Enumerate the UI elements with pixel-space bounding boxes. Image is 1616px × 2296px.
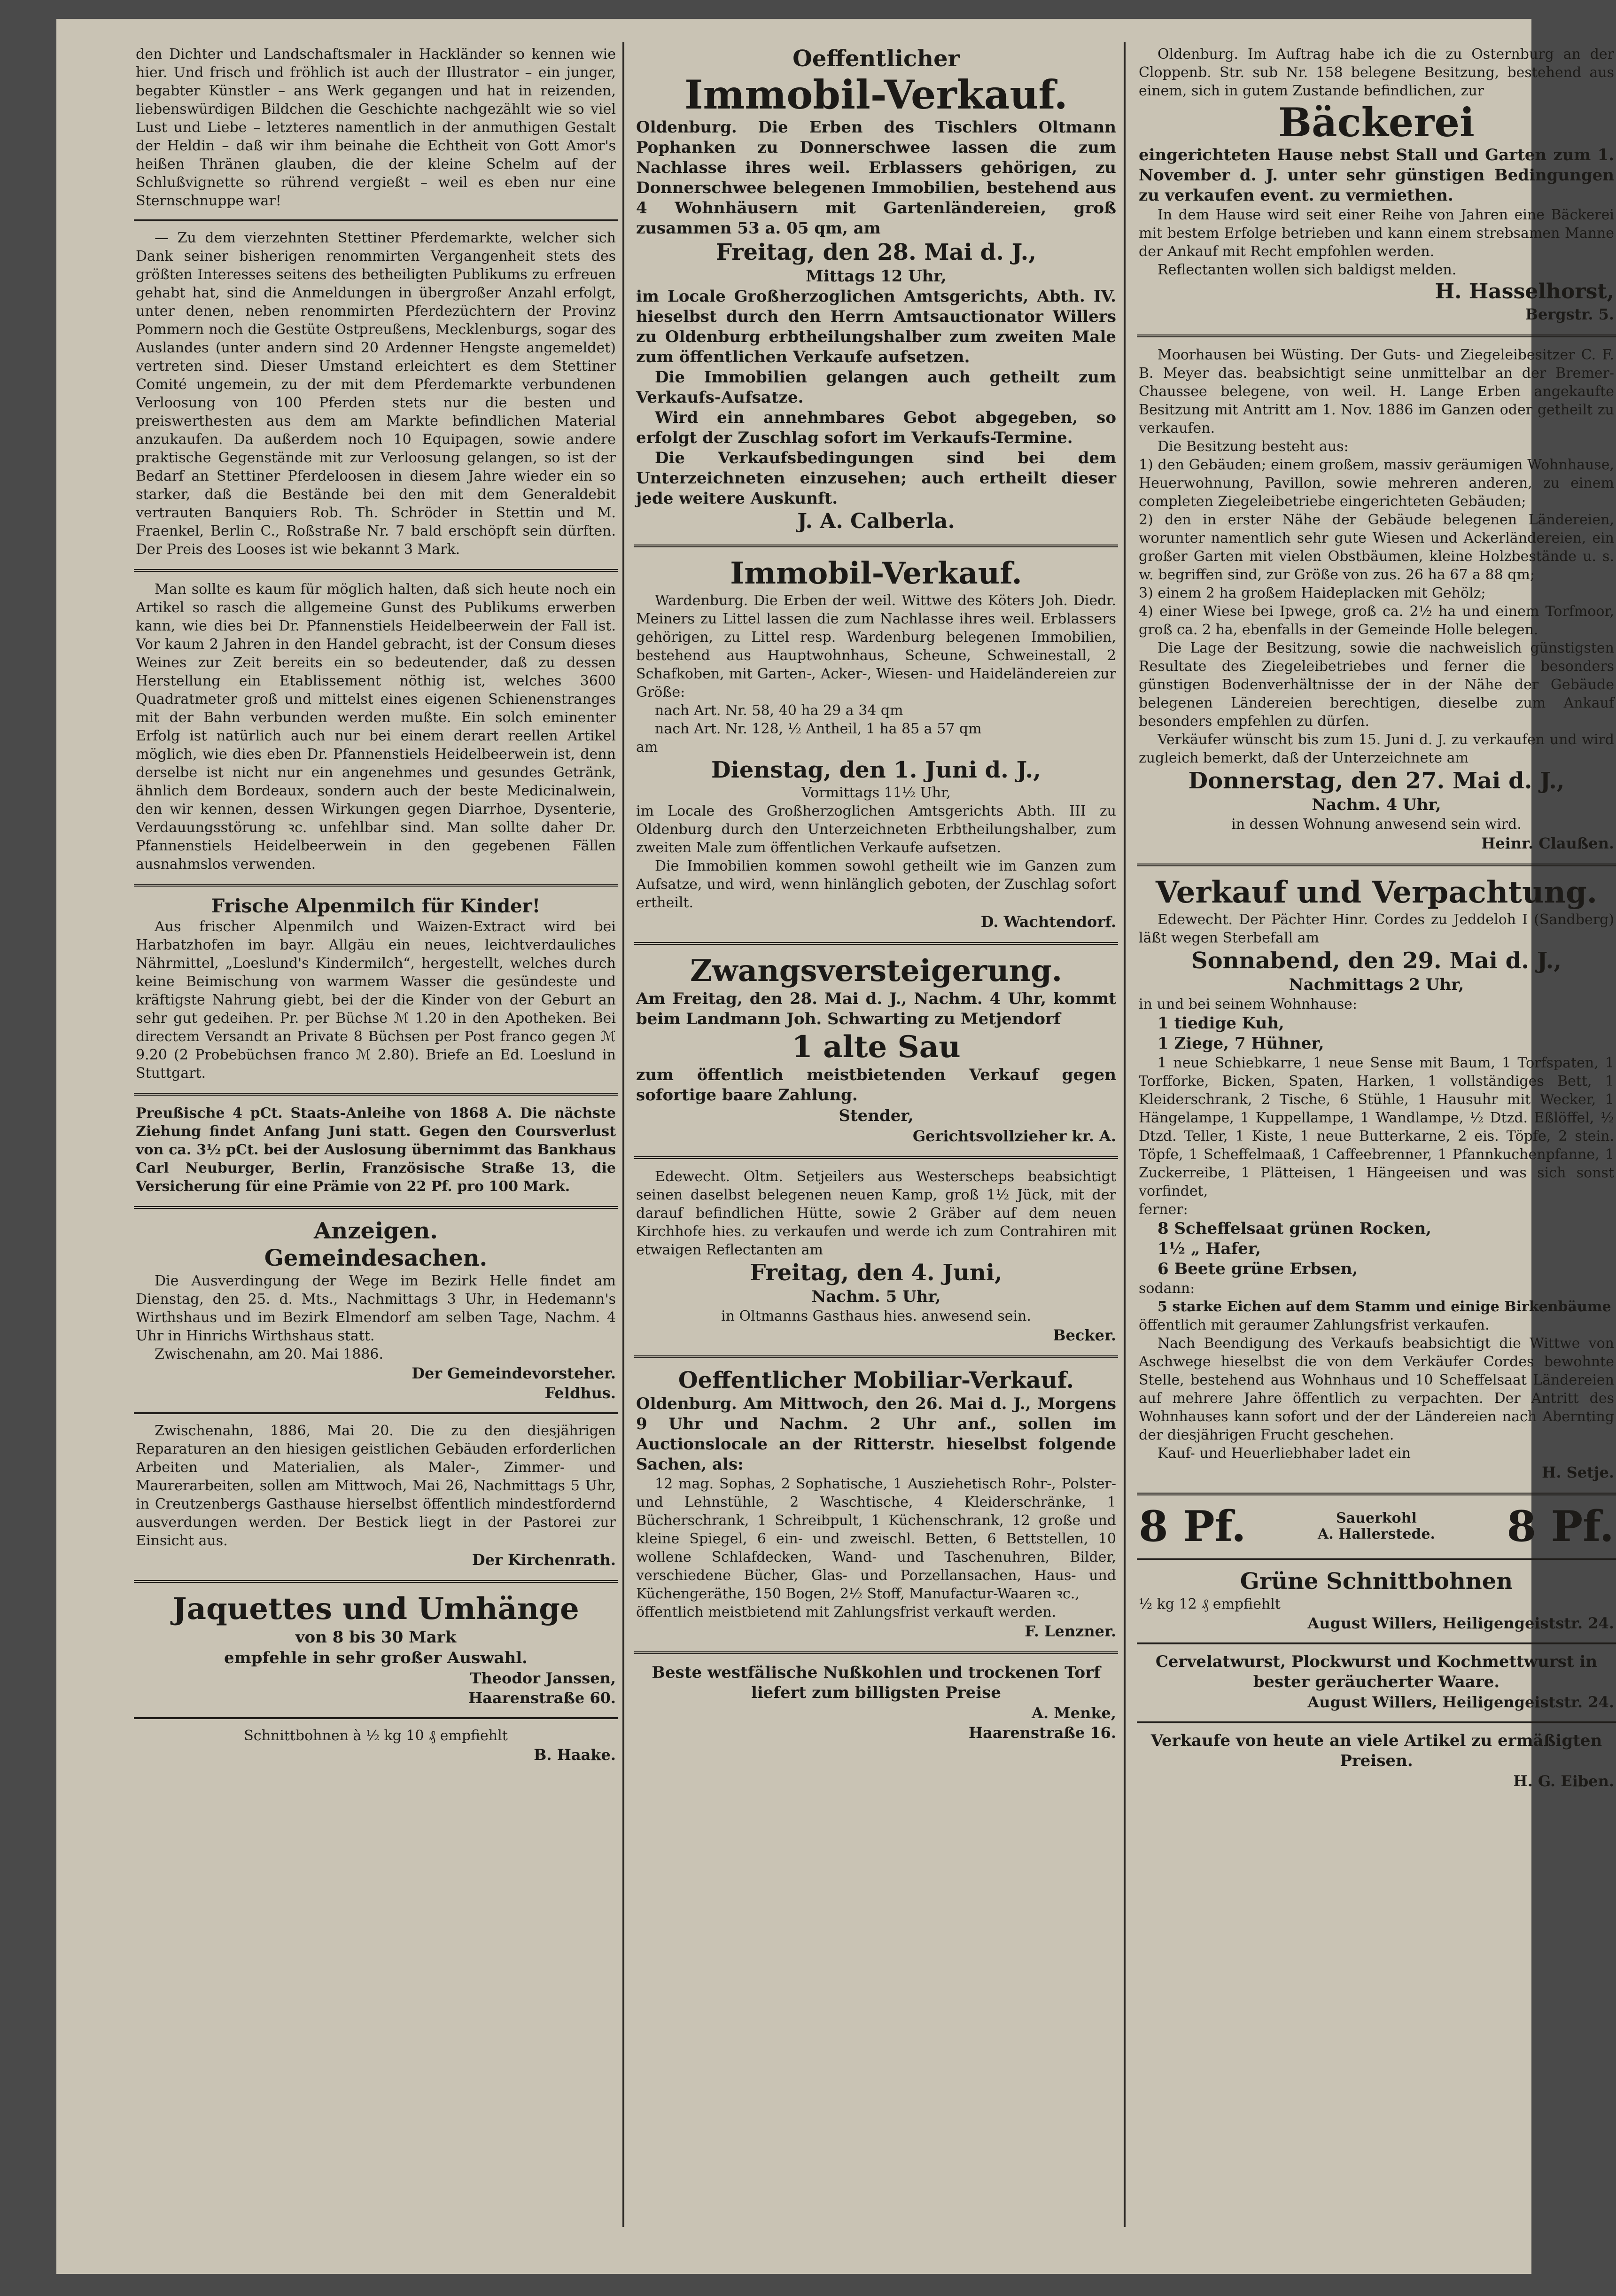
ad-text: Oldenburg. Am Mittwoch, den 26. Mai d. J., Morgens 9 Uhr und Nachm. 2 Uhr anf., sollen im Auctionslocale an der Ritterstr. hieselbst folgende Sachen, als: xyxy=(636,1394,1116,1474)
ad-text: Wardenburg. Die Erben der weil. Wittwe des Köters Joh. Diedr. Meiners zu Littel lassen die zum Nachlasse ihres weil. Erblassers gehörigen, zu Littel resp. Wardenburg belegenen Immobilien, bestehend aus Hauptwohnhaus, Scheune, Schweinestall, 2 Schafkoben, mit Garten-, Acker-, Wiesen- und Haideländereien zur Größe: xyxy=(636,592,1116,700)
column-middle xyxy=(634,42,1118,1747)
ad-edewecht-kamp xyxy=(634,1165,1118,1350)
article-horse-market xyxy=(134,226,618,563)
ad-signature: D. Wachtendorf. xyxy=(980,913,1116,931)
ad-alpine-milk xyxy=(134,892,618,1087)
ad-line: von 8 bis 30 Mark xyxy=(295,1628,457,1647)
ad-sausages xyxy=(1137,1649,1616,1717)
list-item: 8 Scheffelsaat grünen Rocken, xyxy=(1158,1219,1431,1238)
ad-date: Donnerstag, den 27. Mai d. J., xyxy=(1188,768,1565,794)
column-divider xyxy=(1124,42,1126,2227)
ad-text: In dem Hause wird seit einer Reihe von Jahren eine Bäckerei mit bestem Erfolge betrieben und kann einem strebsamen Manne der Ankauf mit Recht empfohlen werden. xyxy=(1139,207,1614,260)
ad-bakery xyxy=(1137,42,1616,329)
ad-title: Verkauf und Verpachtung. xyxy=(1155,875,1598,910)
ad-text: ½ kg 12 ₰ empfiehlt xyxy=(1139,1596,1281,1612)
ad-title: Zwangsversteigerung. xyxy=(690,953,1063,988)
divider xyxy=(634,1156,1118,1159)
ad-sale-and-lease xyxy=(1137,872,1616,1487)
ad-title: Frische Alpenmilch für Kinder! xyxy=(211,895,541,917)
column-divider xyxy=(622,42,624,2227)
divider xyxy=(634,1355,1118,1358)
ad-text: Die Besitzung besteht aus: xyxy=(1158,438,1349,455)
article-text: den Dichter und Landschaftsmaler in Hackländer so kennen wie hier. Und frisch und fröhlich ist auch der Illustrator – ein junger, begabter Künstler – ans Werk gegangen und hat in reizenden, liebenswürdigen Bildchen die Geschichte nachgezählt wie so viel Lust und Liebe – letzteres namentlich in der anmuthigen Gestalt der Heldin – daß wir ihm beinahe die Echtheit von Gott Amor's heißen Thränen glauben, die der kleine Schelm auf der Schlußvignette so rührend vergießt – weil es eben nur eine Sternschnuppe war! xyxy=(136,46,616,209)
divider xyxy=(1137,1558,1616,1560)
ad-signature: B. Haake. xyxy=(534,1746,616,1764)
notice-place: Zwischenahn, am 20. Mai 1886. xyxy=(155,1346,384,1362)
ad-text: Am Freitag, den 28. Mai d. J., Nachm. 4 Uhr, kommt beim Landmann Joh. Schwarting zu Metjendorf xyxy=(636,989,1116,1028)
ad-text: Verkaufe von heute an viele Artikel zu ermäßigten Preisen. xyxy=(1150,1731,1602,1770)
divider xyxy=(134,884,618,887)
ad-text: Preußische 4 pCt. Staats-Anleihe von 1868 A. Die nächste Ziehung findet Anfang Juni statt. Gegen den Coursverlust von ca. 3½ pCt. bei der Auslosung übernimmt das Bankhaus Carl Neuburger, Berlin, Französische Straße 13, die Versicherung für eine Prämie von 22 Pf. pro 100 Mark. xyxy=(136,1105,616,1195)
ad-signature: August Willers, Heiligengeiststr. 24. xyxy=(1307,1614,1614,1632)
ad-line: ferner: xyxy=(1139,1201,1188,1218)
ad-line: sodann: xyxy=(1139,1280,1195,1297)
ad-real-estate-sale-2 xyxy=(634,553,1118,936)
divider xyxy=(634,545,1118,547)
ad-signature: A. Menke, xyxy=(1032,1704,1116,1722)
vendor-name: A. Hallerstede. xyxy=(1318,1526,1435,1542)
ad-signature: Theodor Janssen, xyxy=(470,1669,616,1687)
ad-brickworks-estate xyxy=(1137,343,1616,858)
column-left xyxy=(134,42,618,1769)
list-item: 2) den in erster Nähe der Gebäude belegenen Ländereien, worunter namentlich sehr gute Wiesen und Ackerländereien, ein großer Garten mit vielen Obstbäumen, kleine Holzbestände u. s. w. begriffen sind, zur Größe von zus. 26 ha 67 a 88 qm; xyxy=(1139,512,1614,583)
list-item: 1) den Gebäuden; einem großem, massiv geräumigen Wohnhause, Heuerwohnung, Pavillon, sowie mehreren anderen, zu einem completen Ziegeleibetriebe eingerichteten Gebäuden; xyxy=(1139,457,1614,510)
ad-time: Mittags 12 Uhr, xyxy=(806,267,947,286)
newspaper-page xyxy=(56,19,1614,2274)
divider xyxy=(1137,1721,1616,1723)
product-name: Sauerkohl xyxy=(1336,1510,1417,1526)
divider xyxy=(1137,1493,1616,1495)
ad-signature: H. G. Eiben. xyxy=(1513,1772,1614,1790)
ad-text: Die Lage der Besitzung, sowie die nachweislich günstigsten Resultate des Ziegeleibetriebes und ferner die besonders günstigen Bodenverhältnisse der in der Nähe der Gebäude belegenen Ländereien berechtigen, dieselbe zum Ankauf besonders empfehlen zu dürfen. xyxy=(1139,640,1614,730)
ad-signature: J. A. Calberla. xyxy=(797,509,955,533)
ad-text: Nach Beendigung des Verkaufs beabsichtigt die Wittwe von Aschwege hieselbst die von dem Verkäufer Cordes bewohnte Stelle, bestehend aus Wohnhaus und 10 Scheffelsaat Ländereien auf mehrere Jahre öffentlich zu verpachten. Der Antritt des Wohnhauses kann sofort und der der Ländereien nach Abernting der diesjährigen Frucht geschehen. xyxy=(1139,1335,1614,1443)
ad-text: öffentlich meistbietend mit Zahlungsfrist verkauft werden. xyxy=(636,1604,1057,1620)
ad-middle xyxy=(1318,1510,1435,1542)
section-notices xyxy=(134,1214,618,1408)
price-tag: 8 Pf. xyxy=(1507,1502,1614,1551)
article-text: Man sollte es kaum für möglich halten, daß sich heute noch ein Artikel so rasch die allgemeine Gunst des Publikums erwerben kann, wie dies bei Dr. Pfannenstiels Heidelbeerwein der Fall ist. Vor kaum 2 Jahren in den Handel gebracht, ist der Consum dieses Weines zur Zeit bereits ein so bedeutender, daß zu dessen Herstellung ein Etablissement nöthig ist, welches 3600 Quadratmeter groß und mittelst eines eigenen Schienenstranges mit der Bahn verbunden werden mußte. Ein solch eminenter Erfolg ist natürlich auch nur bei einem derart reellen Artikel möglich, wie dies eben Dr. Pfannenstiels Heidelbeerwein ist, denn derselbe ist nicht nur ein angenehmes und gesundes Getränk, ähnlich dem Bordeaux, sondern auch der beste Medicinalwein, den wir kennen, dessen Wirkungen gegen Diarrhoe, Dysenterie, Verdauungsstörung ꝛc. unfehlbar sind. Man sollte daher Dr. Pfannenstiels Heidelbeerwein in den gegebenen Fällen ausnahmslos verwenden. xyxy=(136,581,616,872)
section-title: Anzeigen. xyxy=(314,1218,438,1244)
notice-signature-name: Feldhus. xyxy=(544,1384,616,1402)
ad-coal-peat xyxy=(634,1660,1118,1747)
divider xyxy=(134,219,618,221)
ad-furniture-sale xyxy=(634,1364,1118,1646)
ad-highlight: 1 alte Sau xyxy=(792,1029,961,1065)
divider xyxy=(134,1093,618,1096)
article-text: — Zu dem vierzehnten Stettiner Pferdemarkte, welcher sich Dank seiner bisherigen renommirten Vergangenheit stets des größten Interesses seitens des betheiligten Publikums zu erfreuen gehabt hat, sind die Anmeldungen in übergroßer Anzahl erfolgt, unter denen, neben renommirten Pferdezüchtern der Provinz Pommern noch die Gestüte Ostpreußens, Mecklenburgs, sogar des Auslandes (unter andern sind 20 Ardenner Hengste angemeldet) vertreten sind. Dieser Umstand erleichtert es dem Stettiner Comité ungemein, zu der mit dem Pferdemarkte verbundenen Verloosung von 100 Pferden stets nur die besten und preiswerthesten aus dem am Markte befindlichen Material anzukaufen. Da außerdem noch 10 Equipagen, sowie andere praktische Gegenstände mit zur Verloosung gelangen, so ist der Bedarf an Stettiner Pferdeloosen in diesem Jahre wieder ein so starker, daß die Bestände bei den mit dem Generaldebit vertrauten Banquiers Rob. Th. Schröder in Stettin und M. Fraenkel, Berlin C., Roßstraße Nr. 7 bald erschöpft sein dürften. Der Preis des Looses ist wie bekannt 3 Mark. xyxy=(136,230,616,558)
ad-text: Edewecht. Oltm. Setjeilers aus Westerscheps beabsichtigt seinen daselbst belegenen neuen Kamp, groß 1½ Jück, mit der darauf befindlichen Hütte, sowie 2 Gräber auf dem neuen Kirchhofe hies. zu verkaufen und werde ich zum Contrahiren mit etwaigen Reflectanten am xyxy=(636,1168,1116,1258)
divider xyxy=(1137,864,1616,866)
ad-signature: F. Lenzner. xyxy=(1025,1622,1116,1640)
ad-jackets xyxy=(134,1588,618,1712)
ad-signature: Stender, xyxy=(839,1106,914,1125)
ad-text: Oldenburg. Im Auftrag habe ich die zu Osternburg an der Cloppenb. Str. sub Nr. 158 belegene Besitzung, bestehend aus einem, sich in gutem Zustande befindlichen, zur xyxy=(1139,46,1614,99)
ad-line: nach Art. Nr. 58, 40 ha 29 a 34 qm xyxy=(655,702,903,719)
divider xyxy=(1137,1642,1616,1644)
ad-signature: Becker. xyxy=(1053,1326,1116,1344)
ad-time: Nachm. 5 Uhr, xyxy=(811,1287,941,1306)
ad-address: Haarenstraße 16. xyxy=(968,1724,1116,1742)
ad-text: 1 neue Schiebkarre, 1 neue Sense mit Baum, 1 Torfspaten, 1 Torfforke, Bicken, Spaten, Harken, 1 vollständiges Bett, 1 Kleiderschrank, 2 Tische, 6 Stühle, 1 Hausuhr mit Wecker, 1 Hängelampe, 1 Kuppellampe, 1 Wandlampe, ½ Dtzd. Eßlöffel, ½ Dtzd. Teller, 1 Kiste, 1 neue Butterkarne, 2 eis. Töpfe, 2 stein. Töpfe, 1 Scheffelmaaß, 1 Caffeebrenner, 1 Pfannkuchenpfanne, 1 Zuckerreibe, 1 Plätteisen, 1 Hängeeisen und was sich sonst vorfindet, xyxy=(1139,1055,1614,1199)
list-item: 4) einer Wiese bei Ipwege, groß ca. 2½ ha und einem Torfmoor, groß ca. 2 ha, ebenfalls in der Gemeinde Holle belegen. xyxy=(1139,603,1614,638)
notice-signature: Der Kirchenrath. xyxy=(472,1551,616,1569)
ad-line: empfehle in sehr großer Auswahl. xyxy=(224,1649,528,1667)
price-tag: 8 Pf. xyxy=(1139,1502,1246,1551)
list-item: 6 Beete grüne Erbsen, xyxy=(1158,1260,1358,1278)
divider xyxy=(134,1412,618,1414)
ad-text: Oldenburg. Die Erben des Tischlers Oltmann Pophanken zu Donnerschwee lassen die zum Nachlasse ihres weil. Erblassers gehörigen, zu Donnerschwee belegenen Immobilien, bestehend aus 4 Wohnhäusern mit Gartenländereien, groß zusammen 53 a. 05 qm, am xyxy=(636,118,1116,238)
list-item: 3) einem 2 ha großem Haideplacken mit Gehölz; xyxy=(1139,585,1486,601)
divider xyxy=(634,942,1118,945)
notice-church-repairs xyxy=(134,1419,618,1574)
ad-text: Cervelatwurst, Plockwurst und Kochmettwurst in bester geräucherter Waare. xyxy=(1155,1652,1598,1691)
ad-time: Vormittags 11½ Uhr, xyxy=(801,785,951,801)
estate-list xyxy=(1139,456,1614,639)
ad-text: öffentlich mit geraumer Zahlungsfrist verkaufen. xyxy=(1139,1317,1490,1333)
section-subtitle: Gemeindesachen. xyxy=(264,1245,488,1271)
ad-green-beans xyxy=(1137,1565,1616,1638)
ad-text: Moorhausen bei Wüsting. Der Guts- und Ziegeleibesitzer C. F. B. Meyer das. beabsichtigt seine unmittelbar an der Bremer-Chaussee belegene, von weil. H. Lange Erben angekaufte Besitzung mit Antritt am 1. Nov. 1886 im Ganzen oder getheilt zu verkaufen. xyxy=(1139,347,1614,436)
ad-signature-title: Gerichtsvollzieher kr. A. xyxy=(912,1127,1116,1145)
list-item: 1½ „ Hafer, xyxy=(1158,1239,1261,1258)
ad-sauerkraut-price xyxy=(1137,1501,1616,1554)
ad-text: Die Verkaufsbedingungen sind bei dem Unterzeichneten einzusehen; auch ertheilt dieser jede weitere Auskunft. xyxy=(636,449,1116,508)
ad-text: im Locale Großherzoglichen Amtsgerichts, Abth. IV. hieselbst durch den Herrn Amtsauctionator Willers zu Oldenburg erbtheilungshalber zum zweiten Male zum öffentlichen Verkaufe aufsetzen. xyxy=(636,287,1116,366)
column-right xyxy=(1137,42,1616,1796)
list-item: 1 Ziege, 7 Hühner, xyxy=(1158,1034,1324,1053)
ad-signature: H. Hasselhorst, xyxy=(1435,280,1614,304)
ad-text: in dessen Wohnung anwesend sein wird. xyxy=(1231,816,1522,833)
notice-text: Die Ausverdingung der Wege im Bezirk Helle findet am Dienstag, den 25. d. Mts., Nachmittags 3 Uhr, in Hedemann's Wirthshaus und im Bezirk Elmendorf am selben Tage, Nachm. 4 Uhr in Hinrichs Wirthshaus statt. xyxy=(136,1273,616,1344)
ad-title: Jaquettes und Umhänge xyxy=(172,1591,579,1627)
ad-text: Die Immobilien gelangen auch getheilt zum Verkaufs-Aufsatze. xyxy=(636,368,1116,407)
divider xyxy=(134,1717,618,1719)
divider xyxy=(134,1580,618,1583)
ad-beans-haake xyxy=(134,1724,618,1769)
ad-text: Beste westfälische Nußkohlen und trockenen Torf liefert zum billigsten Preise xyxy=(652,1663,1101,1702)
notice-signature: Der Gemeindevorsteher. xyxy=(412,1364,616,1382)
divider xyxy=(134,569,618,572)
divider xyxy=(1137,335,1616,337)
ad-time: Nachmittags 2 Uhr, xyxy=(1289,975,1464,994)
ad-state-loan xyxy=(134,1101,618,1200)
ad-signature: Heinr. Claußen. xyxy=(1481,834,1614,852)
ad-signature: H. Setje. xyxy=(1542,1463,1614,1481)
article-blueberry-wine xyxy=(134,577,618,878)
ad-text: Edewecht. Der Pächter Hinr. Cordes zu Jeddeloh I (Sandberg) läßt wegen Sterbefall am xyxy=(1139,911,1614,946)
ad-text: Aus frischer Alpenmilch und Waizen-Extract wird bei Harbatzhofen im bayr. Allgäu ein neues, leichtverdauliches Nährmittel, „Loeslund's Kindermilch“, hergestellt, welches durch keine Beimischung von warmem Wasser die gesündeste und kräftigste Nahrung giebt, bei der die Kinder von der Geburt an sehr gut gedeihen. Pr. per Büchse ℳ 1.20 in den Apotheken. Bei directem Versandt an Private 8 Büchsen per Post franco gegen ℳ 9.20 (2 Probebüchsen franco ℳ 2.80). Briefe an Ed. Loeslund in Stuttgart. xyxy=(136,918,616,1082)
notice-text: Zwischenahn, 1886, Mai 20. Die zu den diesjährigen Reparaturen an den hiesigen geistlichen Gebäuden erforderlichen Arbeiten und Materialien, als Maler-, Zimmer- und Maurerarbeiten, sollen am Mittwoch, Mai 26, Nachmittags 5 Uhr, in Creutzenbergs Gasthause hierselbst öffentlich mindestfordernd ausverdungen werden. Der Bestick liegt in der Pastorei zur Einsicht aus. xyxy=(136,1423,616,1549)
ad-title: Bäckerei xyxy=(1278,99,1475,146)
ad-date: Freitag, den 4. Juni, xyxy=(750,1260,1002,1286)
list-item: 5 starke Eichen auf dem Stamm und einige Birkenbäume xyxy=(1158,1299,1611,1315)
list-item: 1 tiedige Kuh, xyxy=(1158,1014,1284,1033)
ad-title: Immobil-Verkauf. xyxy=(684,71,1068,118)
ad-text: Verkäufer wünscht bis zum 15. Juni d. J. zu verkaufen und wird zugleich bemerkt, daß der Unterzeichnete am xyxy=(1139,732,1614,766)
ad-date: Sonnabend, den 29. Mai d. J., xyxy=(1191,948,1562,974)
ad-text: Wird ein annehmbares Gebot abgegeben, so erfolgt der Zuschlag sofort im Verkaufs-Termine. xyxy=(636,408,1116,447)
article-book-review xyxy=(134,42,618,215)
ad-text: in und bei seinem Wohnhause: xyxy=(1139,996,1358,1012)
ad-title-small: Oeffentlicher xyxy=(792,46,960,72)
ad-time: Nachm. 4 Uhr, xyxy=(1312,795,1441,814)
ad-text: Kauf- und Heuerliebhaber ladet ein xyxy=(1158,1445,1411,1462)
ad-real-estate-sale-1 xyxy=(634,42,1118,539)
ad-text: in Oltmanns Gasthaus hies. anwesend sein. xyxy=(721,1308,1031,1324)
ad-date: Dienstag, den 1. Juni d. J., xyxy=(711,757,1041,783)
ad-title: Oeffentlicher Mobiliar-Verkauf. xyxy=(678,1367,1074,1393)
ad-address: Haarenstraße 60. xyxy=(468,1689,616,1707)
ad-text: Schnittbohnen à ½ kg 10 ₰ empfiehlt xyxy=(244,1728,508,1744)
ad-forced-auction xyxy=(634,950,1118,1151)
divider xyxy=(134,1206,618,1209)
ad-line: nach Art. Nr. 128, ½ Antheil, 1 ha 85 a 57 qm xyxy=(655,721,982,737)
ad-title: Immobil-Verkauf. xyxy=(730,556,1022,591)
ad-text: im Locale des Großherzoglichen Amtsgerichts Abth. III zu Oldenburg durch den Unterzeichneten Erbtheilungshalber, zum zweiten Male zum öffentlichen Verkaufe aufsetzen. xyxy=(636,803,1116,856)
ad-address: Bergstr. 5. xyxy=(1525,305,1614,323)
ad-reduced-prices xyxy=(1137,1728,1616,1796)
ad-title: Grüne Schnittbohnen xyxy=(1240,1568,1513,1595)
ad-date: Freitag, den 28. Mai d. J., xyxy=(715,239,1037,265)
ad-text: Die Immobilien kommen sowohl getheilt wie im Ganzen zum Aufsatze, und wird, wenn hinlänglich geboten, der Zuschlag sofort ertheilt. xyxy=(636,858,1116,911)
ad-text: 12 mag. Sophas, 2 Sophatische, 1 Ausziehetisch Rohr-, Polster- und Lehnstühle, 2 Waschtische, 4 Kleiderschränke, 1 Bücherschrank, 1 Schreibpult, 1 Küchenschrank, 12 große und kleine Spiegel, 6 ein- und zweischl. Betten, 6 Bettstellen, 10 wollene Schlafdecken, Wand- und Taschenuhren, Bilder, verschiedene Bücher, Glas- und Porzellansachen, Haus- und Küchengeräthe, 150 Bogen, 2½ Stoff, Manufactur-Waaren ꝛc., xyxy=(636,1476,1116,1602)
ad-line: am xyxy=(636,739,658,755)
ad-text: eingerichteten Hause nebst Stall und Garten zum 1. November d. J. unter sehr günstigen Bedingungen zu verkaufen event. zu vermiethen. xyxy=(1139,146,1614,205)
divider xyxy=(634,1651,1118,1654)
ad-signature: August Willers, Heiligengeiststr. 24. xyxy=(1307,1693,1614,1711)
ad-text: Reflectanten wollen sich baldigst melden. xyxy=(1158,262,1457,278)
ad-text: zum öffentlich meistbietenden Verkauf gegen sofortige baare Zahlung. xyxy=(636,1066,1116,1105)
